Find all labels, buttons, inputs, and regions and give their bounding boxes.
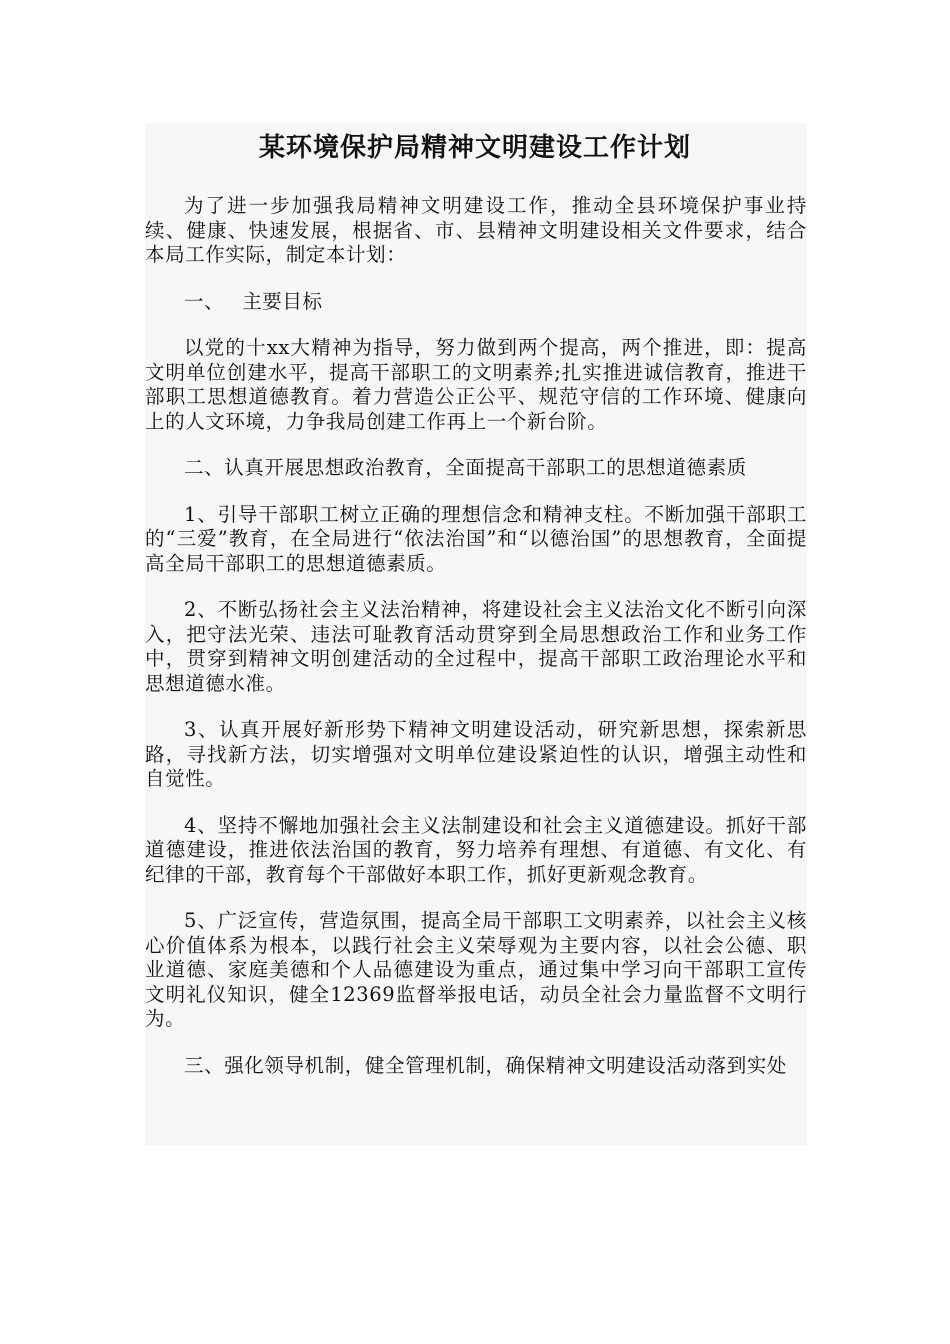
list-item-1: 1、引导干部职工树立正确的理想信念和精神支柱。不断加强干部职工的“三爱”教育，在全局进行“依法治国”和“以德治国”的思想教育，全面提高全局干部职工的思想道德素质。 bbox=[145, 502, 807, 575]
list-item-5: 5、广泛宣传，营造氛围，提高全局干部职工文明素养，以社会主义核心价值体系为根本，以践行社会主义荣辱观为主要内容，以社会公德、职业道德、家庭美德和个人品德建设为重点，通过集中学习向干部职工宣传文明礼仪知识，健全12369监督举报电话，动员全社会力量监督不文明行为。 bbox=[145, 909, 807, 1030]
section-marker: 一、 bbox=[184, 289, 225, 313]
section-heading-main-goals bbox=[145, 290, 807, 315]
list-item-4: 4、坚持不懈地加强社会主义法制建设和社会主义道德建设。抓好干部道德建设，推进依法治国的教育，努力培养有理想、有道德、有文化、有纪律的干部，教育每个干部做好本职工作，抓好更新观念教育。 bbox=[145, 813, 807, 886]
intro-paragraph: 为了进一步加强我局精神文明建设工作，推动全县环境保护事业持续、健康、快速发展，根据省、市、县精神文明建设相关文件要求，结合本局工作实际，制定本计划： bbox=[145, 194, 807, 266]
document-body bbox=[145, 194, 807, 1100]
section-heading-education: 二、认真开展思想政治教育，全面提高干部职工的思想道德素质 bbox=[184, 456, 747, 479]
goals-paragraph: 以党的十xx大精神为指导，努力做到两个提高，两个推进，即：提高文明单位创建水平，提高干部职工的文明素养;扎实推进诚信教育，推进干部职工思想道德教育。着力营造公正公平、规范守信的工作环境、健康向上的人文环境，力争我局创建工作再上一个新台阶。 bbox=[145, 336, 807, 433]
list-item-2: 2、不断弘扬社会主义法治精神，将建设社会主义法治文化不断引向深入，把守法光荣、违法可耻教育活动贯穿到全局思想政治工作和业务工作中，贯穿到精神文明创建活动的全过程中，提高干部职工政治理论水平和思想道德水准。 bbox=[145, 598, 807, 695]
list-item-3: 3、认真开展好新形势下精神文明建设活动，研究新思想，探索新思路，寻找新方法，切实增强对文明单位建设紧迫性的认识，增强主动性和自觉性。 bbox=[145, 718, 807, 790]
section-heading-leadership: 三、强化领导机制，健全管理机制，确保精神文明建设活动落到实处 bbox=[184, 1053, 788, 1077]
section-label: 主要目标 bbox=[242, 289, 323, 313]
document-title: 某环境保护局精神文明建设工作计划 bbox=[258, 133, 691, 163]
